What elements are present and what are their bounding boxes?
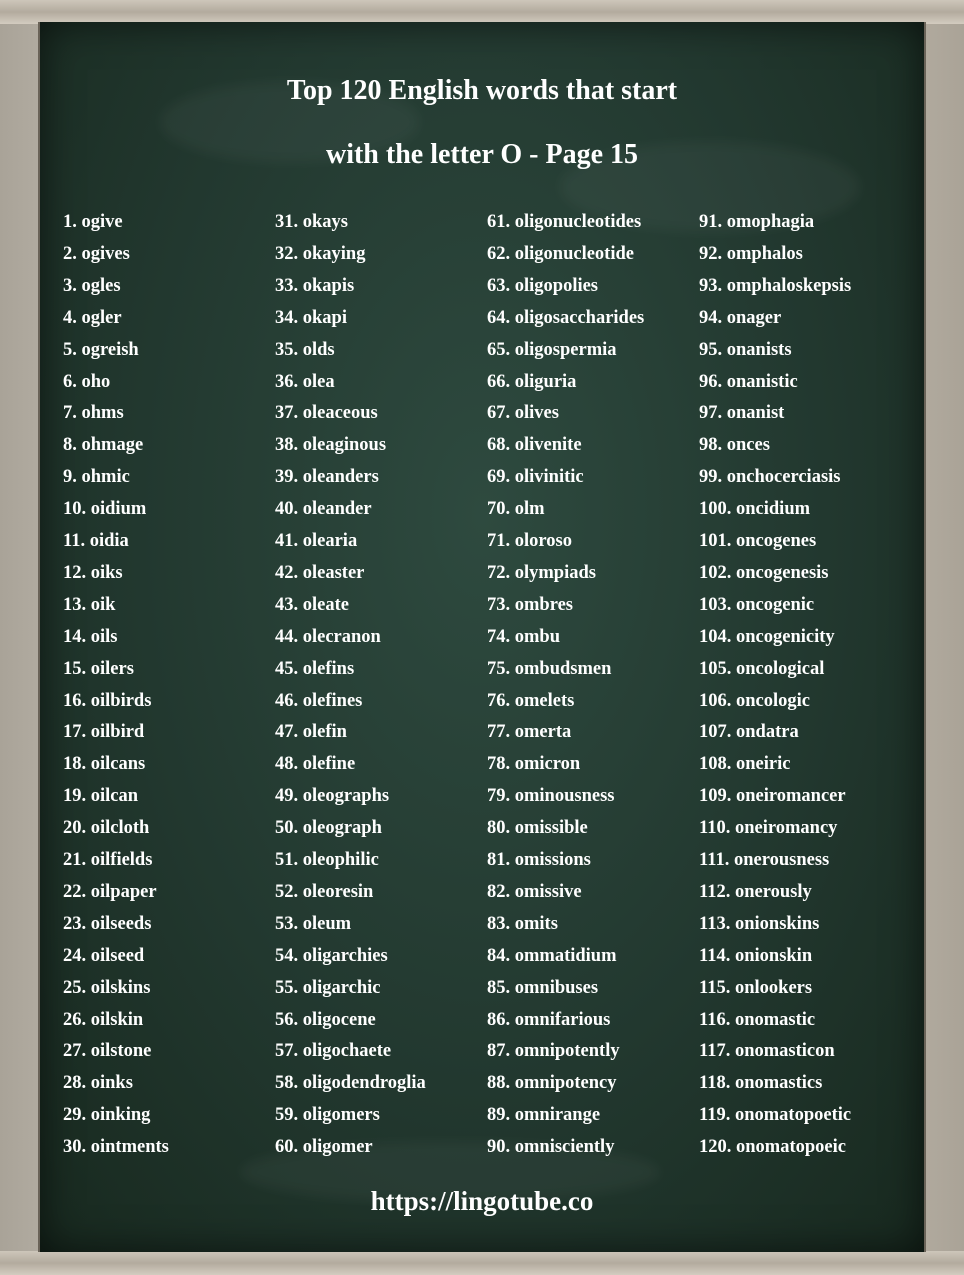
word-item: 45. olefins [275, 658, 355, 679]
word-item: 55. oligarchic [275, 977, 381, 998]
word-item: 77. omerta [487, 722, 572, 743]
word-item: 119. onomatopoetic [699, 1105, 852, 1126]
word-item: 80. omissible [487, 818, 588, 839]
word-item: 85. omnibuses [487, 977, 599, 998]
word-item: 64. oligosaccharides [487, 307, 645, 328]
word-item: 76. omelets [487, 690, 575, 711]
word-item: 87. omnipotently [487, 1041, 620, 1062]
word-item: 6. oho [63, 371, 111, 392]
word-item: 40. oleander [275, 499, 372, 520]
word-item: 56. oligocene [275, 1009, 376, 1030]
word-item: 46. olefines [275, 690, 363, 711]
word-item: 99. onchocerciasis [699, 467, 841, 488]
frame-top-edge [0, 0, 964, 24]
word-item: 24. oilseed [63, 945, 145, 966]
word-item: 109. oneiromancer [699, 786, 846, 807]
word-item: 96. onanistic [699, 371, 798, 392]
word-item: 113. onionskins [699, 913, 820, 934]
word-item: 32. okaying [275, 243, 366, 264]
word-item: 13. oik [63, 594, 116, 615]
word-item: 86. omnifarious [487, 1009, 611, 1030]
word-item: 107. ondatra [699, 722, 799, 743]
word-item: 112. onerously [699, 881, 812, 902]
word-item: 69. olivinitic [487, 467, 584, 488]
word-item: 41. olearia [275, 531, 358, 551]
word-item: 39. oleanders [275, 467, 379, 488]
word-item: 38. oleaginous [275, 435, 387, 456]
word-item: 42. oleaster [275, 562, 365, 583]
word-item: 90. omnisciently [487, 1137, 615, 1158]
word-item: 66. oliguria [487, 371, 577, 392]
word-item: 74. ombu [487, 626, 560, 647]
word-item: 43. oleate [275, 594, 349, 615]
word-item: 15. oilers [63, 658, 134, 679]
word-item: 72. olympiads [487, 562, 596, 583]
word-item: 10. oidium [63, 499, 147, 520]
word-item: 116. onomastic [699, 1009, 816, 1030]
word-item: 4. ogler [63, 307, 122, 328]
word-item: 25. oilskins [63, 977, 151, 998]
word-item: 53. oleum [275, 913, 352, 934]
word-item: 82. omissive [487, 881, 582, 902]
word-item: 117. onomasticon [699, 1041, 835, 1062]
word-item: 47. olefin [275, 722, 347, 743]
word-item: 51. oleophilic [275, 850, 379, 870]
word-item: 102. oncogenesis [699, 562, 829, 583]
word-item: 70. olm [487, 499, 545, 520]
word-item: 18. oilcans [63, 754, 146, 775]
word-item: 3. ogles [63, 275, 121, 296]
word-item: 57. oligochaete [275, 1041, 392, 1062]
word-item: 23. oilseeds [63, 913, 152, 934]
word-item: 16. oilbirds [63, 690, 152, 711]
word-item: 111. onerousness [699, 850, 830, 870]
word-item: 49. oleographs [275, 786, 390, 807]
word-item: 54. oligarchies [275, 945, 388, 966]
word-item: 7. ohms [63, 403, 124, 424]
word-item: 28. oinks [63, 1073, 133, 1094]
word-item: 105. oncological [699, 658, 825, 679]
word-item: 11. oidia [63, 531, 129, 551]
word-item: 34. okapi [275, 307, 347, 328]
word-item: 68. olivenite [487, 435, 582, 456]
word-item: 73. ombres [487, 594, 573, 615]
word-item: 9. ohmic [63, 467, 130, 488]
word-item: 98. onces [699, 435, 770, 456]
word-list [63, 210, 923, 1170]
word-item: 120. onomatopoeic [699, 1137, 846, 1158]
word-item: 100. oncidium [699, 499, 811, 520]
word-item: 118. onomastics [699, 1073, 823, 1094]
word-item: 59. oligomers [275, 1105, 380, 1126]
word-item: 83. omits [487, 913, 558, 934]
word-item: 48. olefine [275, 754, 356, 775]
word-item: 30. ointments [63, 1137, 169, 1158]
word-item: 8. ohmage [63, 435, 144, 456]
word-item: 27. oilstone [63, 1041, 152, 1062]
word-item: 37. oleaceous [275, 403, 378, 424]
word-item: 75. ombudsmen [487, 658, 612, 679]
word-item: 63. oligopolies [487, 275, 599, 296]
word-item: 106. oncologic [699, 690, 810, 711]
word-item: 2. ogives [63, 243, 130, 264]
word-item: 81. omissions [487, 850, 591, 870]
word-item: 78. omicron [487, 754, 581, 775]
word-item: 88. omnipotency [487, 1073, 617, 1094]
page-title-line-2: with the letter O - Page 15 [325, 139, 639, 170]
word-item: 58. oligodendroglia [275, 1073, 426, 1094]
word-item: 50. oleograph [275, 818, 382, 839]
word-item: 97. onanist [699, 403, 785, 424]
word-item: 114. onionskin [699, 945, 813, 966]
word-item: 29. oinking [63, 1105, 151, 1126]
word-item: 14. oils [63, 626, 118, 647]
word-item: 60. oligomer [275, 1137, 373, 1158]
word-item: 91. omophagia [699, 212, 815, 232]
word-item: 104. oncogenicity [699, 626, 835, 647]
word-item: 93. omphaloskepsis [699, 275, 852, 296]
word-item: 108. oneiric [699, 754, 791, 775]
word-item: 62. oligonucleotide [487, 243, 634, 264]
word-item: 35. olds [275, 339, 335, 360]
word-item: 67. olives [487, 403, 559, 424]
word-item: 22. oilpaper [63, 881, 157, 902]
word-item: 79. ominousness [487, 786, 615, 807]
word-item: 21. oilfields [63, 850, 153, 870]
word-item: 26. oilskin [63, 1009, 144, 1030]
word-item: 5. ogreish [63, 339, 139, 360]
word-item: 92. omphalos [699, 243, 803, 264]
word-item: 52. oleoresin [275, 881, 374, 902]
word-item: 17. oilbird [63, 722, 145, 743]
word-item: 19. oilcan [63, 786, 139, 807]
word-item: 31. okays [275, 212, 348, 232]
word-item: 1. ogive [63, 212, 123, 232]
frame-bottom-edge [0, 1251, 964, 1275]
word-item: 115. onlookers [699, 977, 813, 998]
word-item: 101. oncogenes [699, 531, 817, 551]
word-item: 95. onanists [699, 339, 792, 360]
word-item: 65. oligospermia [487, 339, 617, 360]
word-item: 94. onager [699, 307, 782, 328]
word-item: 84. ommatidium [487, 945, 617, 966]
word-item: 44. olecranon [275, 626, 381, 647]
word-item: 103. oncogenic [699, 594, 815, 615]
word-item: 110. oneiromancy [699, 818, 838, 839]
footer-url: https://lingotube.co [370, 1186, 594, 1216]
word-item: 89. omnirange [487, 1105, 601, 1126]
word-item: 12. oiks [63, 562, 123, 583]
page-title-line-1: Top 120 English words that start [286, 75, 678, 106]
word-item: 33. okapis [275, 275, 355, 296]
word-item: 36. olea [275, 371, 335, 392]
word-item: 71. oloroso [487, 531, 572, 551]
word-item: 61. oligonucleotides [487, 212, 642, 232]
word-item: 20. oilcloth [63, 818, 150, 839]
